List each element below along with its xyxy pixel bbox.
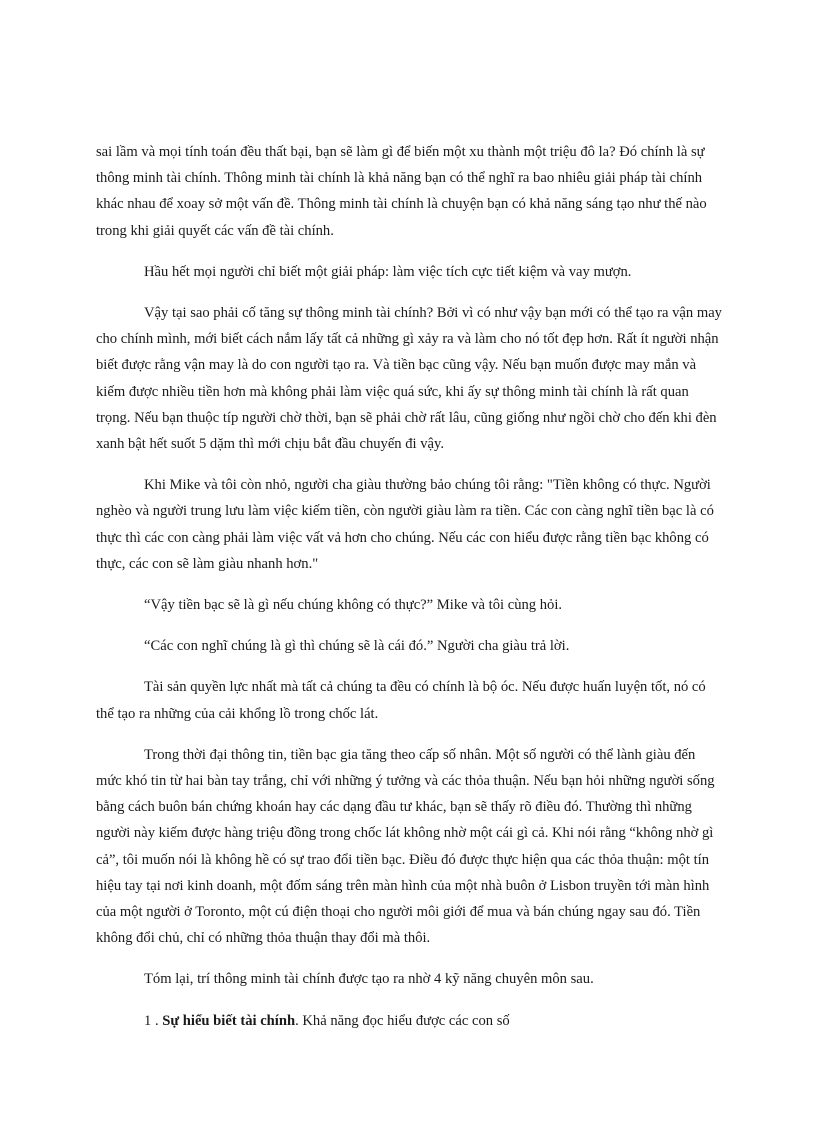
list-item-number: 1 .: [144, 1012, 163, 1029]
paragraph-5: “Vậy tiền bạc sẽ là gì nếu chúng không có thực?” Mike và tôi cùng hỏi.: [144, 597, 563, 614]
paragraph-3: Vậy tại sao phải cố tăng sự thông minh tài chính? Bởi vì có như vậy bạn mới có thể tạo ra vận may cho chính mình, mới biết cách nắm lấy tất cả những gì xảy ra và làm cho nó tốt đẹp hơn. Rất ít người nhận biết được rằng vận may là do con người tạo ra. Và tiền bạc cũng vậy. Nếu bạn muốn được may mắn và kiếm được nhiều tiền hơn mà không phải làm việc quá sức, khi ấy sự thông minh tài chính là rất quan trọng. Nếu bạn thuộc típ người chờ thời, bạn sẽ phải chờ rất lâu, cũng giống như ngồi chờ cho đến khi đèn xanh bật hết suốt 5 dặm thì mới chịu bắt đầu chuyến đi vậy.: [96, 305, 722, 453]
paragraph-1: sai lầm và mọi tính toán đều thất bại, bạn sẽ làm gì để biến một xu thành một triệu đô la? Đó chính là sự thông minh tài chính. Thông minh tài chính là khả năng bạn có thể nghĩ ra bao nhiêu giải pháp tài chính khác nhau để xoay sở một vấn đề. Thông minh tài chính là chuyện bạn có khả năng sáng tạo như thế nào trong khi giải quyết các vấn đề tài chính.: [96, 144, 707, 239]
document-body: [96, 139, 722, 1049]
list-item-1: [96, 1008, 722, 1034]
paragraph-4: Khi Mike và tôi còn nhỏ, người cha giàu thường bảo chúng tôi rằng: "Tiền không có thực. Người nghèo và người trung lưu làm việc kiếm tiền, còn người giàu làm ra tiền. Các con càng nghĩ tiền bạc là có thực thì các con càng phải làm việc vất vả hơn cho chúng. Nếu các con hiểu được rằng tiền bạc không có thực, các con sẽ làm giàu nhanh hơn.": [96, 477, 714, 572]
paragraph-8: Trong thời đại thông tin, tiền bạc gia tăng theo cấp số nhân. Một số người có thể lành giàu đến mức khó tin từ hai bàn tay trắng, chỉ với những ý tưởng và các thỏa thuận. Nếu bạn hỏi những người sống bằng cách buôn bán chứng khoán hay các dạng đầu tư khác, bạn sẽ thấy rõ điều đó. Thường thì những người này kiếm được hàng triệu đồng trong chốc lát không nhờ một cái gì cả. Khi nói rằng “không nhờ gì cả”, tôi muốn nói là không hề có sự trao đổi tiền bạc. Điều đó được thực hiện qua các thỏa thuận: một tín hiệu tay tại nơi kinh doanh, một đốm sáng trên màn hình của một nhà buôn ở Lisbon truyền tới màn hình của một người ở Toronto, một cú điện thoại cho người môi giới để mua và bán chúng ngay sau đó. Tiền không đổi chủ, chỉ có những thỏa thuận thay đổi mà thôi.: [96, 746, 715, 947]
list-item-bold-term: Sự hiểu biết tài chính: [162, 1012, 296, 1029]
list-item-text: . Khả năng đọc hiểu được các con số: [295, 1012, 510, 1029]
paragraph-7: Tài sản quyền lực nhất mà tất cả chúng ta đều có chính là bộ óc. Nếu được huấn luyện tốt, nó có thể tạo ra những của cải khổng lồ trong chốc lát.: [96, 679, 706, 722]
paragraph-2: Hầu hết mọi người chỉ biết một giải pháp: làm việc tích cực tiết kiệm và vay mượn.: [144, 263, 632, 280]
paragraph-6: “Các con nghĩ chúng là gì thì chúng sẽ là cái đó.” Người cha giàu trả lời.: [144, 638, 570, 655]
paragraph-9: Tóm lại, trí thông minh tài chính được tạo ra nhờ 4 kỹ năng chuyên môn sau.: [144, 971, 594, 988]
